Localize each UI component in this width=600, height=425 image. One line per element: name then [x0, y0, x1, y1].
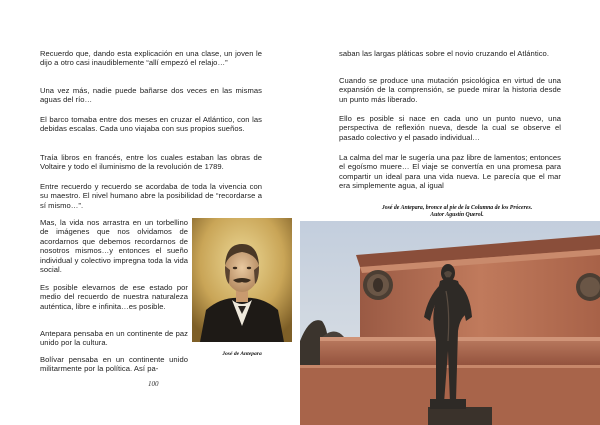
- paragraph: Ello es posible si nace en cada uno un punto nuevo, una perspectiva de reflexión nueva, desde la cual se observe el pasado colectivo y el pasado individual…: [339, 114, 561, 142]
- paragraph: Traía libros en francés, entre los cuales estaban las obras de Voltaire y todo el iluminismo de la revolución de 1789.: [40, 153, 262, 172]
- paragraph: Es posible elevarnos de ese estado por medio del recuerdo de nuestra naturaleza auténtica, libre e infinita…es posible.: [40, 283, 188, 311]
- paragraph: saban las largas pláticas sobre el novio cruzando el Atlántico.: [339, 49, 549, 58]
- portrait-caption: José de Antepara: [222, 351, 262, 357]
- paragraph: Cuando se produce una mutación psicológica en virtud de una expansión de la comprensión, se puede mirar la historia desde un punto más liberado.: [339, 76, 561, 104]
- photo-caption: [352, 205, 562, 219]
- photo-caption-line-1: José de Antepara, bronce al pie de la Columna de los Próceres.: [381, 205, 533, 211]
- paragraph: El barco tomaba entre dos meses en cruzar el Atlántico, con las debidas escalas. Cada uno viajaba con sus propios sueños.: [40, 115, 262, 134]
- paragraph: La calma del mar le sugería una paz libre de lamentos; entonces el egoísmo muere… El viaje se convertía en una promesa para compartir un ideal para una vida nueva. Le parecía que el mar era simplemente agua, al igual: [339, 153, 561, 191]
- photo-caption-line-2: Autor Agustín Querol.: [430, 212, 484, 218]
- paragraph: Una vez más, nadie puede bañarse dos veces en las mismas aguas del río…: [40, 86, 262, 105]
- monument-photo: [300, 221, 600, 425]
- paragraph: Entre recuerdo y recuerdo se acordaba de toda la vivencia con su maestro. El nivel humano abre la posibilidad de “recordarse a sí mismo…”.: [40, 182, 262, 210]
- paragraph: Recuerdo que, dando esta explicación en una clase, un joven le dijo a otro casi inaudiblemente “allí empezó el relajo…”: [40, 49, 262, 68]
- paragraph: Antepara pensaba en un continente de paz unido por la cultura.: [40, 329, 188, 348]
- portrait-figure: [192, 218, 292, 342]
- paragraph: Bolívar pensaba en un continente unido militarmente por la política. Así pa-: [40, 355, 188, 374]
- paragraph: Mas, la vida nos arrastra en un torbellino de imágenes que nos olvidamos de acordarnos que debemos recordarnos de nosotros mismos…y entonces el sueño individual y colectivo impregna toda la vida social.: [40, 218, 188, 275]
- monument-drawing: [300, 221, 600, 425]
- page-number: 100: [148, 380, 159, 388]
- portrait-drawing: [192, 218, 292, 342]
- portrait-image: [192, 218, 292, 342]
